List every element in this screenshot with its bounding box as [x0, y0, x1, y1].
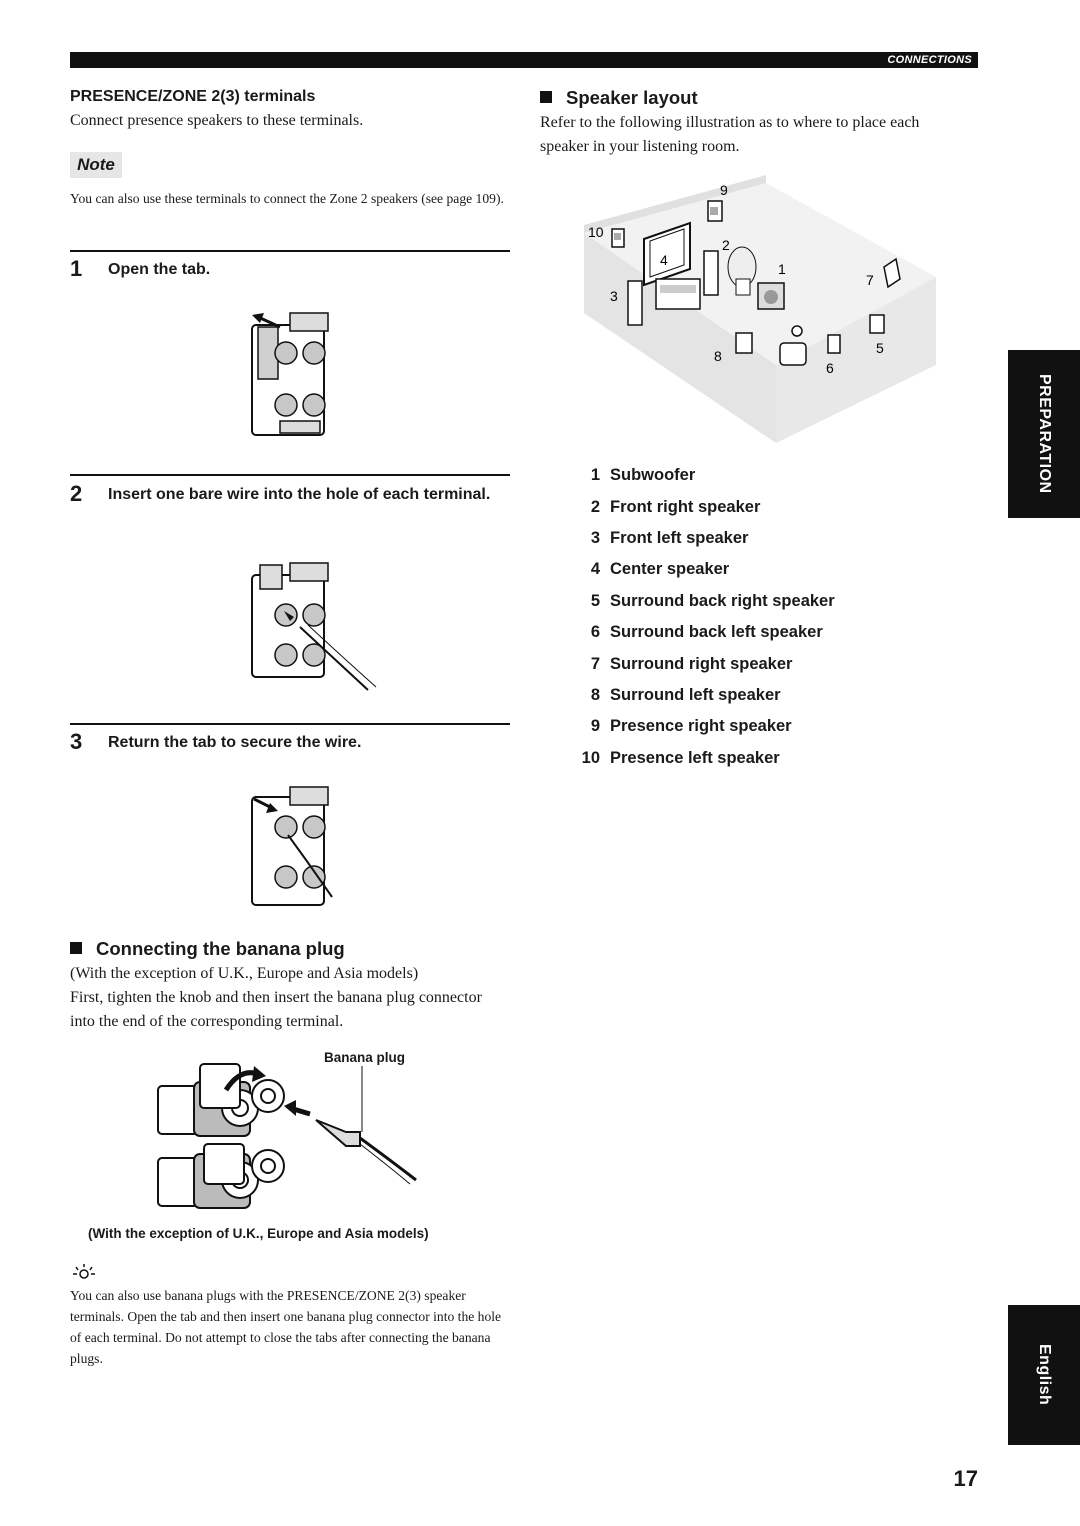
presence-text: Connect presence speakers to these terminals.	[70, 112, 364, 129]
diagram-label-3: 3	[610, 288, 618, 304]
banana-plug-label: Banana plug	[324, 1050, 406, 1065]
list-item-number: 6	[590, 623, 600, 642]
list-item-label: Surround right speaker	[610, 654, 793, 673]
diagram-label-9: 9	[720, 182, 728, 198]
list-item-number: 10	[581, 748, 600, 767]
diagram-label-1: 1	[778, 261, 786, 277]
list-item-label: Center speaker	[610, 560, 730, 579]
list-item	[570, 711, 835, 742]
list-item	[570, 648, 835, 679]
banana-caption: (With the exception of U.K., Europe and Asia models)	[88, 1226, 429, 1241]
step-number: 3	[70, 729, 83, 754]
diagram-label-5: 5	[876, 340, 884, 356]
terminal-insert-wire-illustration	[240, 555, 380, 695]
list-item	[570, 586, 835, 617]
banana-line-1: (With the exception of U.K., Europe and Asia models)	[70, 965, 419, 982]
section-label: CONNECTIONS	[883, 52, 976, 68]
list-item-number: 4	[590, 560, 600, 579]
banana-heading-text: Connecting the banana plug	[96, 938, 345, 959]
list-item	[570, 491, 835, 522]
tip-icon	[72, 1262, 96, 1282]
diagram-label-7: 7	[866, 272, 874, 288]
divider	[70, 474, 510, 476]
banana-line-2: First, tighten the knob and then insert the banana plug connector into the end of the corresponding terminal.	[70, 989, 482, 1030]
list-item-number: 3	[590, 528, 600, 547]
header-bar	[70, 52, 978, 68]
square-bullet-icon	[540, 91, 552, 103]
diagram-label-6: 6	[826, 360, 834, 376]
list-item-label: Subwoofer	[610, 466, 696, 485]
list-item-number: 9	[590, 717, 600, 736]
list-item-label: Presence left speaker	[610, 748, 780, 767]
list-item-label: Surround left speaker	[610, 685, 781, 704]
list-item	[570, 460, 835, 491]
presence-heading: PRESENCE/ZONE 2(3) terminals	[70, 88, 316, 105]
square-bullet-icon	[70, 942, 82, 954]
divider	[70, 723, 510, 725]
layout-heading	[540, 87, 698, 109]
list-item-number: 2	[590, 497, 600, 516]
note-text: You can also use these terminals to connect the Zone 2 speakers (see page 109).	[70, 191, 504, 206]
list-item-label: Surround back right speaker	[610, 591, 835, 610]
divider	[70, 250, 510, 252]
banana-plug-illustration	[150, 1060, 430, 1220]
layout-heading-text: Speaker layout	[566, 87, 698, 108]
diagram-label-10: 10	[588, 224, 604, 240]
list-item-label: Front left speaker	[610, 528, 749, 547]
room-layout-diagram	[580, 175, 940, 450]
step-text: Open the tab.	[108, 261, 211, 278]
tab-english[interactable]: English	[1008, 1305, 1080, 1445]
diagram-label-4: 4	[660, 252, 668, 268]
list-item-label: Presence right speaker	[610, 717, 792, 736]
step-number: 2	[70, 481, 83, 506]
list-item	[570, 523, 835, 554]
diagram-label-2: 2	[722, 237, 730, 253]
step-text: Return the tab to secure the wire.	[108, 734, 362, 751]
page-number: 17	[953, 1466, 978, 1491]
list-item-number: 7	[590, 654, 600, 673]
diagram-label-8: 8	[714, 348, 722, 364]
speaker-list	[570, 460, 835, 774]
tip-text: You can also use banana plugs with the PRESENCE/ZONE 2(3) speaker terminals. Open the tab and then insert one banana plug connector into the hole of each terminal. Do not attempt to close the tabs after connecting the banana plugs.	[70, 1288, 502, 1366]
step-text: Insert one bare wire into the hole of each terminal.	[108, 486, 491, 503]
list-item	[570, 554, 835, 585]
banana-text	[70, 962, 490, 1034]
layout-text: Refer to the following illustration as to where to place each speaker in your listening room.	[540, 114, 920, 155]
terminal-open-tab-illustration	[240, 305, 340, 440]
note-badge: Note	[70, 152, 122, 178]
list-item-label: Front right speaker	[610, 497, 761, 516]
step-number: 1	[70, 256, 83, 281]
list-item-number: 5	[590, 591, 600, 610]
list-item	[570, 743, 835, 774]
list-item-label: Surround back left speaker	[610, 623, 823, 642]
list-item	[570, 617, 835, 648]
tab-preparation[interactable]: PREPARATION	[1008, 350, 1080, 518]
list-item-number: 1	[590, 466, 600, 485]
list-item-number: 8	[590, 685, 600, 704]
terminal-close-tab-illustration	[240, 785, 340, 910]
banana-heading	[70, 938, 345, 960]
list-item	[570, 680, 835, 711]
